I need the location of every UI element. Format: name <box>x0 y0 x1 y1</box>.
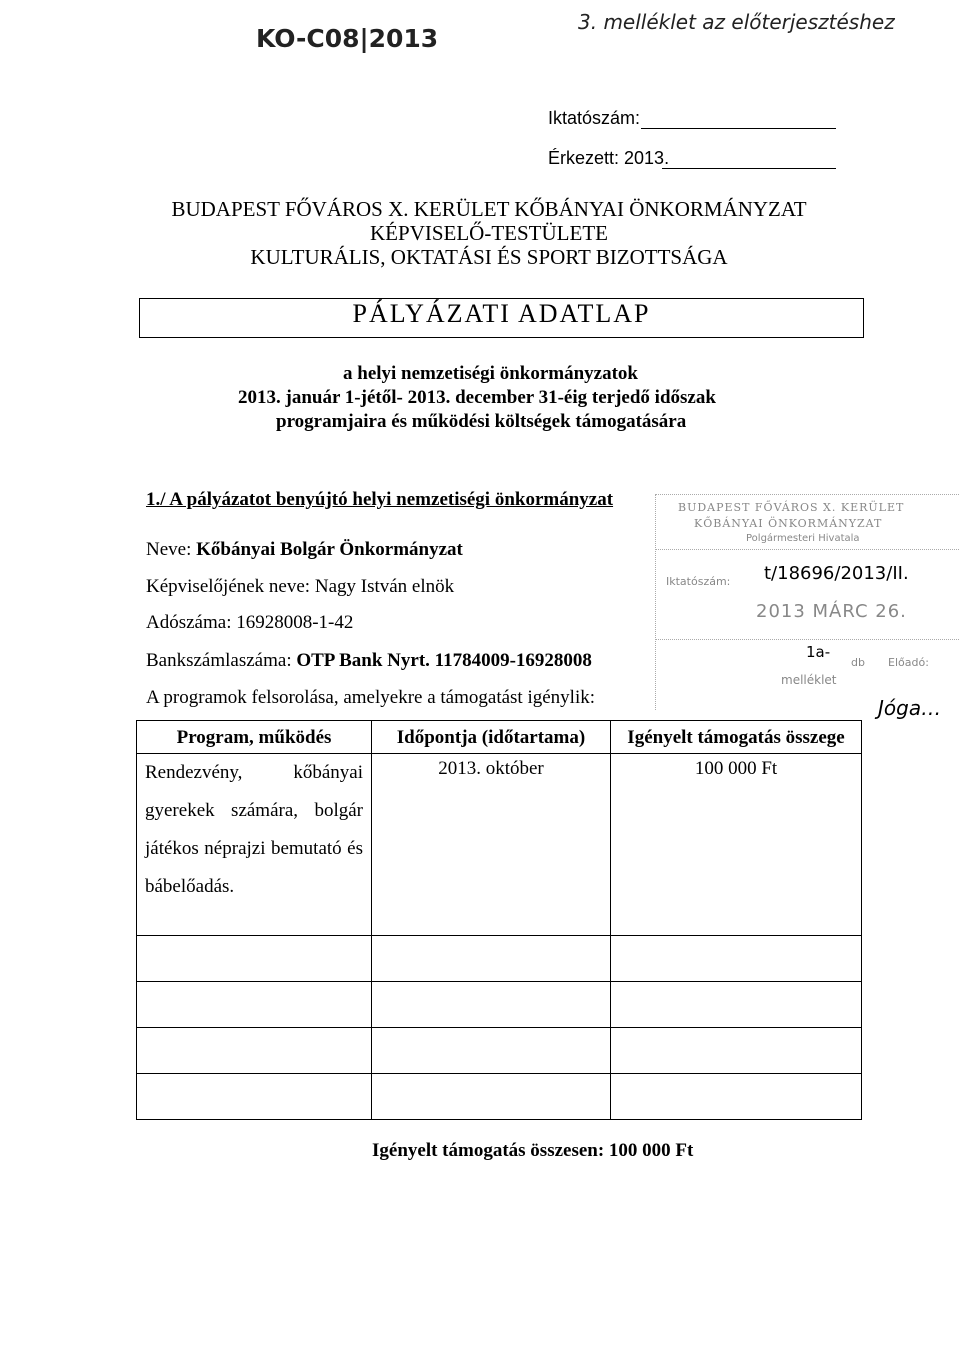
table-cell-date: 2013. október <box>372 754 611 936</box>
stamp-date: 2013 MÁRC 26. <box>756 601 907 622</box>
subtitle-line-3: programjaira és működési költségek támogatására <box>276 411 687 432</box>
name-row <box>146 539 463 561</box>
subtitle-line-2: 2013. január 1-jétől- 2013. december 31-éig terjedő időszak <box>238 387 716 408</box>
registry-stamp <box>655 494 960 710</box>
stamp-iktato: Iktatószám: <box>666 575 731 588</box>
programs-table <box>136 720 862 1120</box>
stamp-eloado: Előadó: <box>888 656 929 669</box>
bank-row <box>146 650 592 672</box>
name-value: Kőbányai Bolgár Önkormányzat <box>196 539 463 560</box>
stamp-line-3: Polgármesteri Hivatala <box>746 533 860 544</box>
tax-row <box>146 612 353 634</box>
bank-label: Bankszámlaszáma: <box>146 650 292 671</box>
table-row <box>137 754 862 936</box>
table-row-empty <box>137 1028 862 1074</box>
erkezett-label: Érkezett: 2013. <box>548 148 670 168</box>
table-row-empty <box>137 1074 862 1120</box>
handwritten-reference: KO-C08|2013 <box>256 24 439 53</box>
handwritten-signature: Jóga… <box>878 696 942 720</box>
iktato-line <box>641 128 836 129</box>
stamp-line-1: BUDAPEST FŐVÁROS X. KERÜLET <box>678 501 905 514</box>
handwritten-note: 3. melléklet az előterjesztéshez <box>578 10 895 34</box>
rep-label: Képviselőjének neve: <box>146 576 311 597</box>
table-cell-program: Rendezvény, kőbányai gyerekek számára, bolgár játékos néprajzi bemutató és bábelőadás. <box>137 754 372 936</box>
table-row-empty <box>137 982 862 1028</box>
tax-label: Adószáma: <box>146 612 232 633</box>
stamp-iktato-handwritten: t/18696/2013/II. <box>764 563 909 584</box>
table-cell-amount: 100 000 Ft <box>611 754 862 936</box>
stamp-line-2: KŐBÁNYAI ÖNKORMÁNYZAT <box>694 517 883 530</box>
bank-value: OTP Bank Nyrt. 11784009-16928008 <box>296 650 592 671</box>
table-header-program: Program, működés <box>137 721 372 754</box>
form-title-box <box>139 298 864 338</box>
form-title: PÁLYÁZATI ADATLAP <box>352 299 651 328</box>
org-line-2: KÉPVISELŐ-TESTÜLETE <box>370 221 608 245</box>
erkezett-line <box>662 168 836 169</box>
table-row-empty <box>137 936 862 982</box>
programs-label: A programok felsorolása, amelyekre a támogatást igénylik: <box>146 687 595 708</box>
rep-row <box>146 576 454 598</box>
stamp-db: db <box>851 656 865 669</box>
org-line-1: BUDAPEST FŐVÁROS X. KERÜLET KŐBÁNYAI ÖNKORMÁNYZAT <box>171 197 807 221</box>
section1-heading <box>146 489 613 511</box>
tax-value: 16928008-1-42 <box>236 612 354 633</box>
name-label: Neve: <box>146 539 192 560</box>
stamp-melleklet: melléklet <box>781 673 837 687</box>
table-header-row <box>137 721 862 754</box>
table-header-amount: Igényelt támogatás összege <box>611 721 862 754</box>
subtitle-line-1: a helyi nemzetiségi önkormányzatok <box>343 363 639 384</box>
total-line: Igényelt támogatás összesen: 100 000 Ft <box>372 1140 694 1161</box>
section1-heading-text: 1./ A pályázatot benyújtó helyi nemzetiségi önkormányzat <box>146 489 614 510</box>
rep-value: Nagy István elnök <box>314 576 455 597</box>
org-line-3: KULTURÁLIS, OKTATÁSI ÉS SPORT BIZOTTSÁGA <box>250 245 728 269</box>
stamp-melleklet-handwritten: 1a- <box>806 643 831 661</box>
iktato-label: Iktatószám: <box>548 108 641 128</box>
table-header-date: Időpontja (időtartama) <box>372 721 611 754</box>
